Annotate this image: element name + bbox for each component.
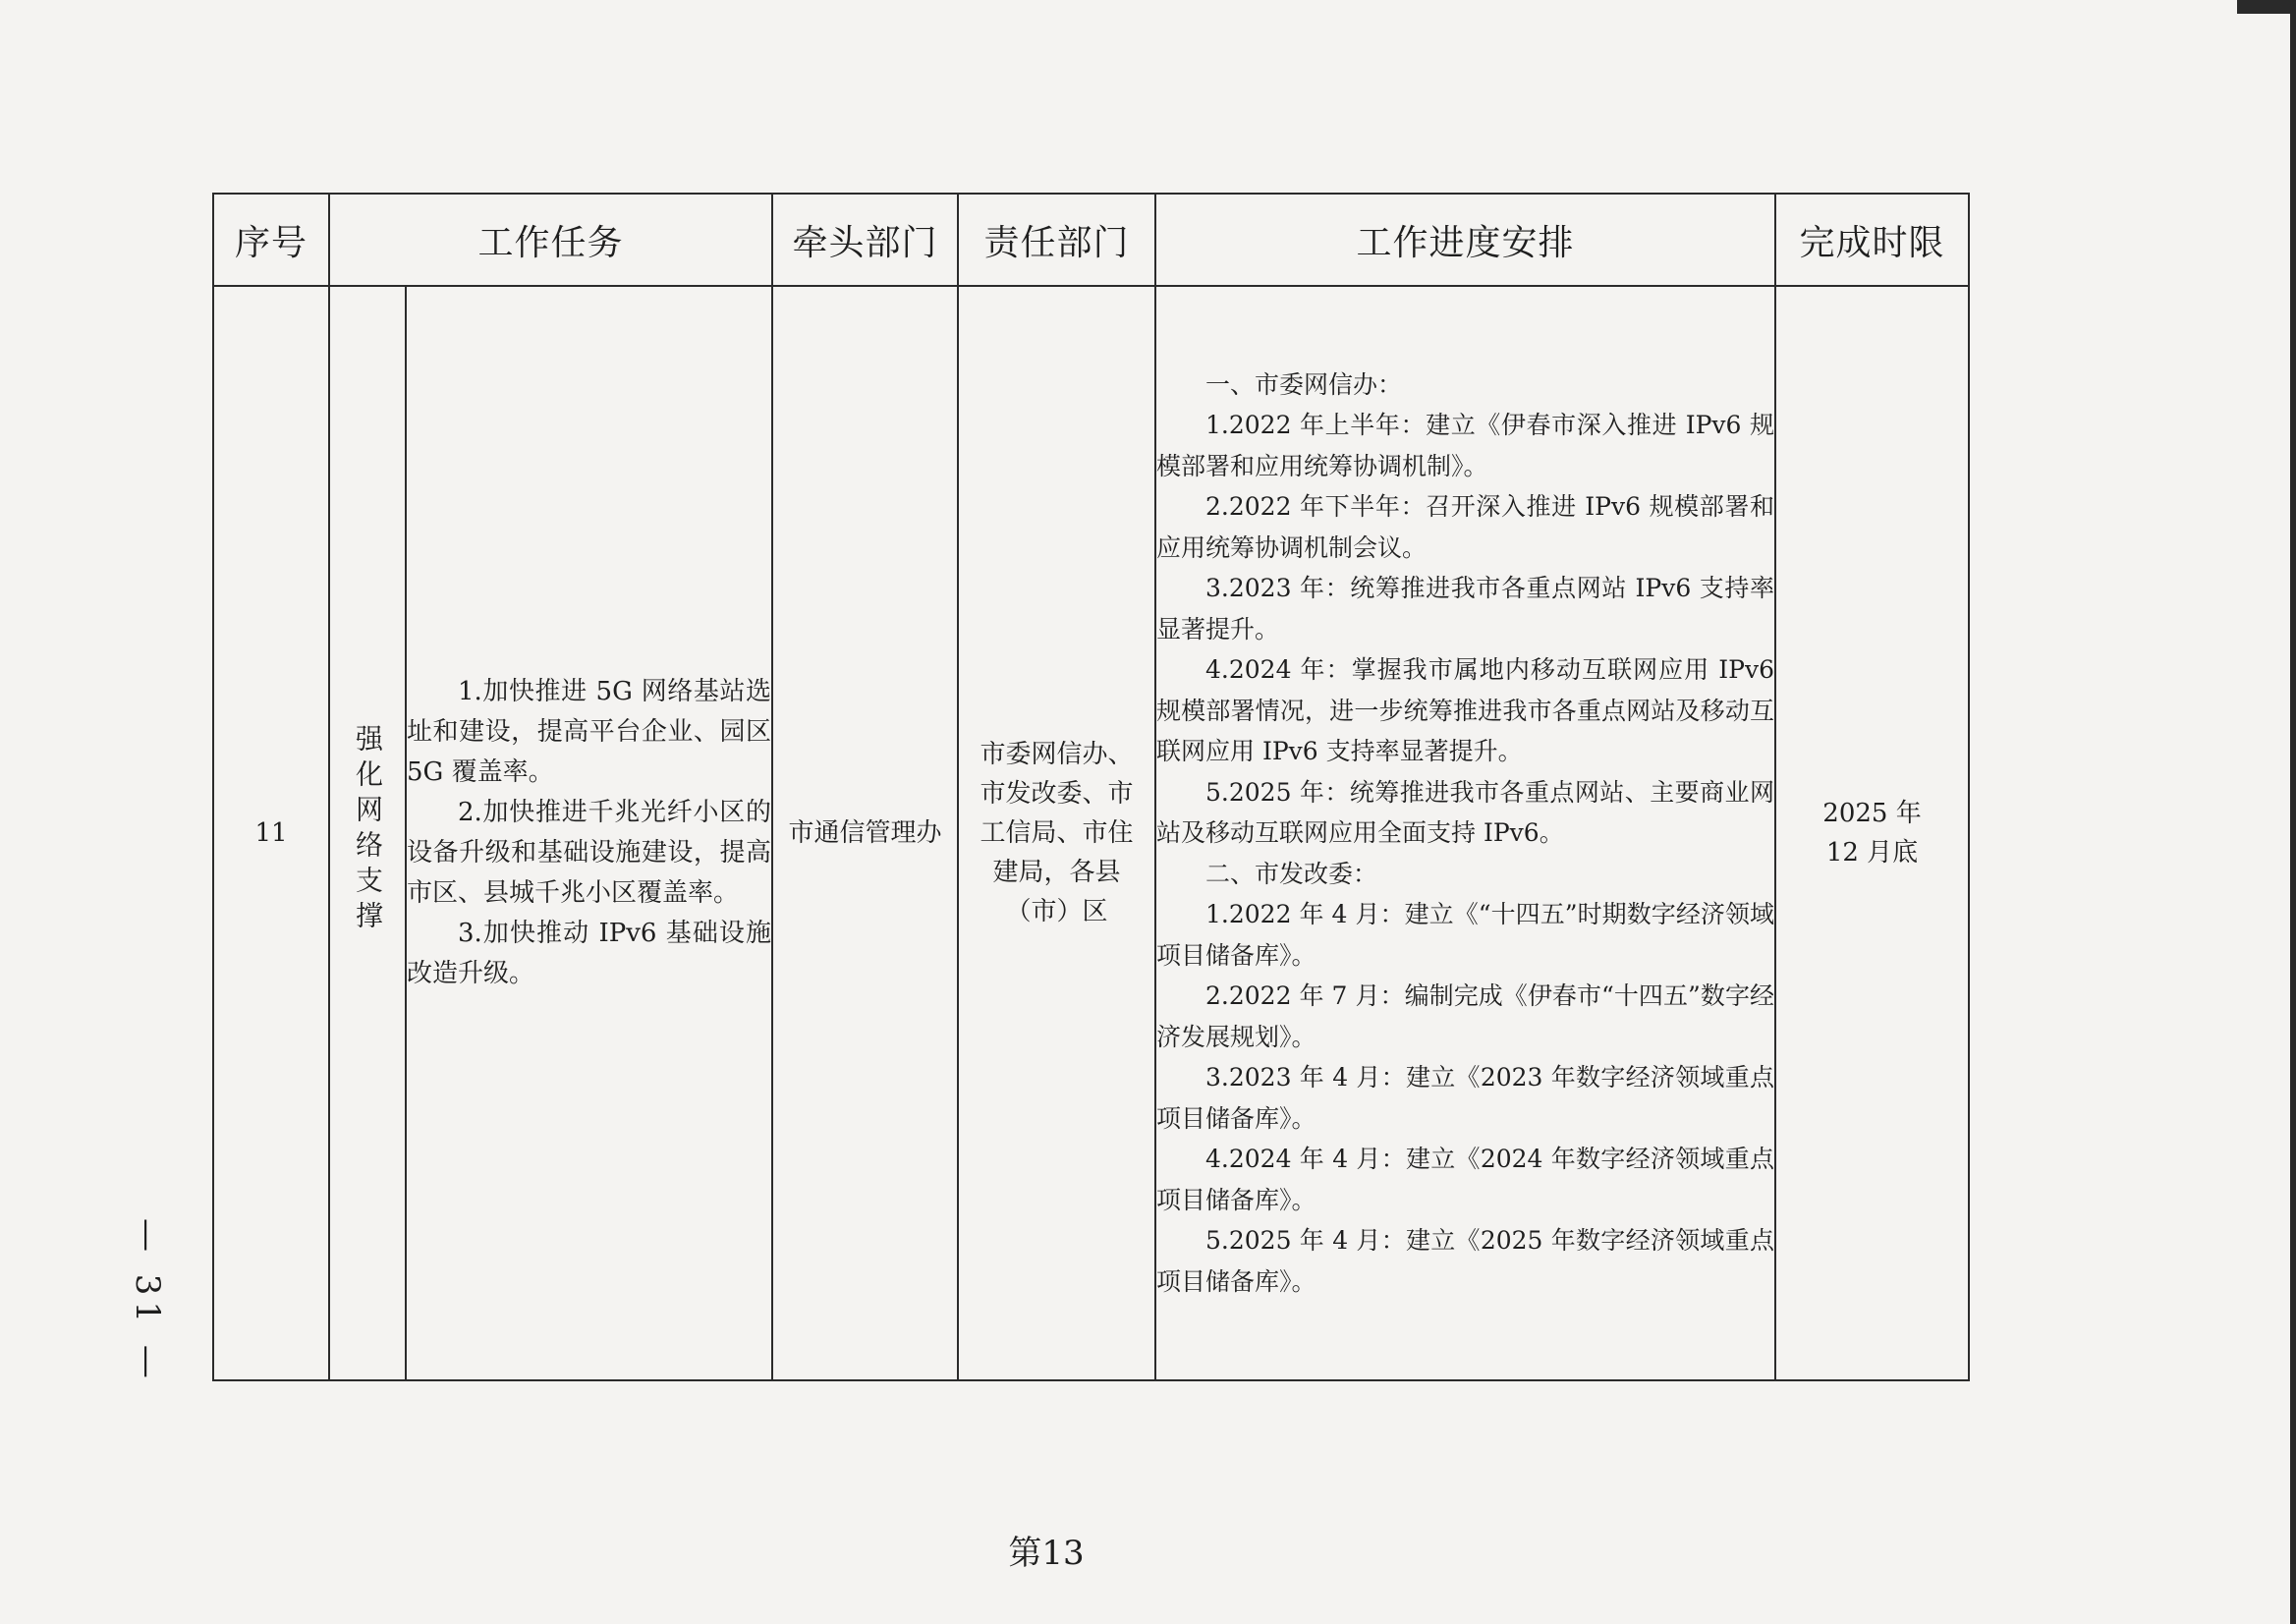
task-item: 2.加快推进千兆光纤小区的设备升级和基础设施建设，提高市区、县城千兆小区覆盖率。 <box>407 798 772 908</box>
schedule-item: 4.2024 年 4 月：建立《2024 年数字经济领域重点项目储备库》。 <box>1156 1145 1775 1214</box>
header-schedule: 工作进度安排 <box>1155 194 1775 286</box>
side-page-number: — 31 — <box>128 1218 167 1384</box>
footer-page-number: 第13 <box>1008 1534 1085 1573</box>
row-seq: 11 <box>213 286 329 1380</box>
deadline-text: 2025 年 12 月底 <box>1822 799 1922 868</box>
schedule-item: 1.2022 年上半年：建立《伊春市深入推进 IPv6 规模部署和应用统筹协调机制》。 <box>1156 411 1775 480</box>
schedule-item: 5.2025 年 4 月：建立《2025 年数字经济领域重点项目储备库》。 <box>1156 1226 1775 1296</box>
row-schedule <box>1155 286 1775 1380</box>
header-seq: 序号 <box>213 194 329 286</box>
header-lead: 牵头部门 <box>772 194 958 286</box>
row-responsible <box>958 286 1155 1380</box>
schedule-item: 3.2023 年 4 月：建立《2023 年数字经济领域重点项目储备库》。 <box>1156 1063 1775 1133</box>
row-tasks <box>406 286 772 1380</box>
category-text: 强化网络支撑 <box>352 723 384 936</box>
schedule-item: 二、市发改委： <box>1205 859 1378 888</box>
table-row <box>213 286 1969 1380</box>
scan-edge <box>2290 0 2296 1624</box>
task-item: 1.加快推进 5G 网络基站选址和建设，提高平台企业、园区 5G 覆盖率。 <box>407 677 772 787</box>
schedule-item: 一、市委网信办： <box>1205 369 1403 399</box>
header-deadline: 完成时限 <box>1775 194 1969 286</box>
row-deadline <box>1775 286 1969 1380</box>
task-item: 3.加快推动 IPv6 基础设施改造升级。 <box>407 919 772 988</box>
schedule-item: 3.2023 年：统筹推进我市各重点网站 IPv6 支持率显著提升。 <box>1156 574 1775 644</box>
responsible-text: 市委网信办、市发改委、市工信局、市住建局，各县（市）区 <box>980 740 1134 926</box>
schedule-item: 5.2025 年：统筹推进我市各重点网站、主要商业网站及移动互联网应用全面支持 IPv6。 <box>1156 777 1775 848</box>
schedule-item: 2.2022 年下半年：召开深入推进 IPv6 规模部署和应用统筹协调机制会议。 <box>1156 492 1775 562</box>
schedule-item: 4.2024 年：掌握我市属地内移动互联网应用 IPv6 规模部署情况，进一步统筹推进我市各重点网站及移动互联网应用 IPv6 支持率显著提升。 <box>1156 655 1775 766</box>
header-task: 工作任务 <box>329 194 772 286</box>
scan-edge-top <box>2237 0 2296 14</box>
header-responsible: 责任部门 <box>958 194 1155 286</box>
schedule-item: 1.2022 年 4 月：建立《“十四五”时期数字经济领域项目储备库》。 <box>1156 900 1775 970</box>
row-lead: 市通信管理办 <box>772 286 958 1380</box>
header-row <box>213 194 1969 286</box>
work-plan-table <box>212 193 1970 1381</box>
row-category <box>329 286 406 1380</box>
schedule-item: 2.2022 年 7 月：编制完成《伊春市“十四五”数字经济发展规划》。 <box>1156 981 1775 1051</box>
